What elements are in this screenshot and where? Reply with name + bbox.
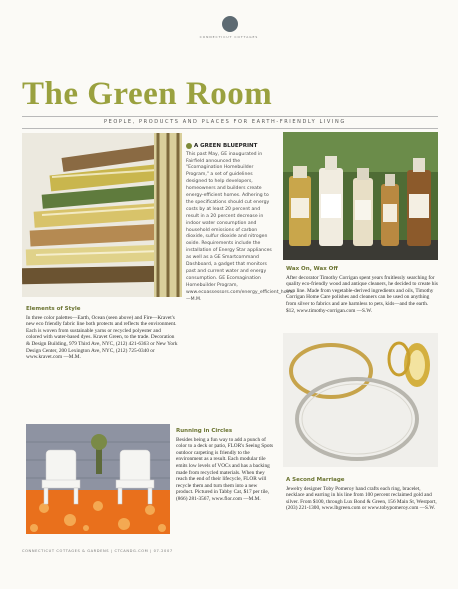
article-running-in-circles <box>176 428 276 503</box>
article-body: In three color palettes—Earth, Ocean (seen above) and Fire—Kravet's new eco friendly fabric line both protects and reflects the environment. Each is woven from sustainable yarns or recycled polyester and colored with water-based dyes. Kravet Green, to the trade. Decoration & Design Building, 979 Third Ave, NYC, (212) 421-6363 or New York Design Center, 200 Lexington Ave, NYC, (212) 725-0340 or www.kravet.com —M.M. <box>26 314 178 361</box>
leaf-bullet-icon <box>186 143 192 149</box>
gold-silver-rings-photo <box>283 333 438 467</box>
article-second-marriage <box>286 477 438 512</box>
article-body: After decorator Timothy Corrigan spent years fruitlessly searching for quality eco-friendly wood and antique cleaners, he decided to create his own line. Made from vegetable-derived ingredients and oils, Timothy Corrigan Home Care polishes and cleaners can be used on anything from silver to fabrics and are harmless to pets, kids—and the earth. $12, www.timothy-corrigan.com —S.W. <box>286 274 438 314</box>
page-footer: CONNECTICUT COTTAGES & GARDENS | CTCANDG.COM | 07.2007 <box>22 549 173 553</box>
section-title: The Green Room <box>22 76 273 112</box>
article-heading-text: A GREEN BLUEPRINT <box>194 143 258 149</box>
masthead-brand-line: CONNECTICUT COTTAGES <box>199 35 259 39</box>
title-rule-bottom <box>22 128 438 129</box>
outdoor-chairs-carpet-photo <box>26 424 170 534</box>
article-elements-of-style <box>26 306 178 361</box>
masthead-logo-icon <box>222 16 238 32</box>
article-body: This past May, GE inaugurated in Fairfield announced the "Ecomagination Homebuilder Program," a set of guidelines designed to help developers, homeowners and builders create energy-efficient homes. Adhering to the specifications should cut energy costs by at least 20 percent and result in a 20 percent decrease in indoor water consumption and household emissions of carbon dioxide, sulfur dioxide and nitrogen oxide. Requirements include the installation of Energy Star appliances as well as a GE Smartcommand Dashboard, a gadget that monitors past and current water and energy consumption. GE Ecomagination Homebuilder Program, www.ecoassessors.com/energy_efficient_home —M.M. <box>186 151 294 302</box>
article-heading <box>186 143 274 150</box>
article-body: Jewelry designer Toby Pomeroy hand crafts each ring, bracelet, necklace and earring in his line from 100 percent reclaimed gold and silver. From $100, through Lux Bond & Green, 156 Main St, Westport, (203) 221-1300, www.lbgreen.com or www.tobypomeroy.com —S.W. <box>286 485 437 512</box>
article-heading: Wax On, Wax Off <box>286 266 338 272</box>
article-green-blueprint <box>186 143 294 304</box>
home-care-bottles-photo <box>283 132 438 260</box>
section-subtitle: PEOPLE, PRODUCTS AND PLACES FOR EARTH-FRIENDLY LIVING <box>104 119 346 125</box>
article-heading: Running in Circles <box>176 428 233 434</box>
article-heading: Elements of Style <box>26 306 81 312</box>
article-body: Besides being a fun way to add a punch of color to a deck or patio, FLOR's Seeing Spots outdoor carpeting is friendly to the environment as a result. Each modular tile emits low levels of VOCs and has a backing made from recycled materials. When they reach the end of their lifecycle, FLOR will recycle them and turn them into a new product. Pictured in Tabby Cat, $17 per tile, (866) 281-3567, www.flor.com —M.M. <box>176 436 274 502</box>
article-wax-on-wax-off <box>286 266 438 314</box>
article-heading: A Second Marriage <box>286 477 345 483</box>
fabric-textiles-photo <box>22 133 182 297</box>
title-rule-top <box>22 116 438 117</box>
